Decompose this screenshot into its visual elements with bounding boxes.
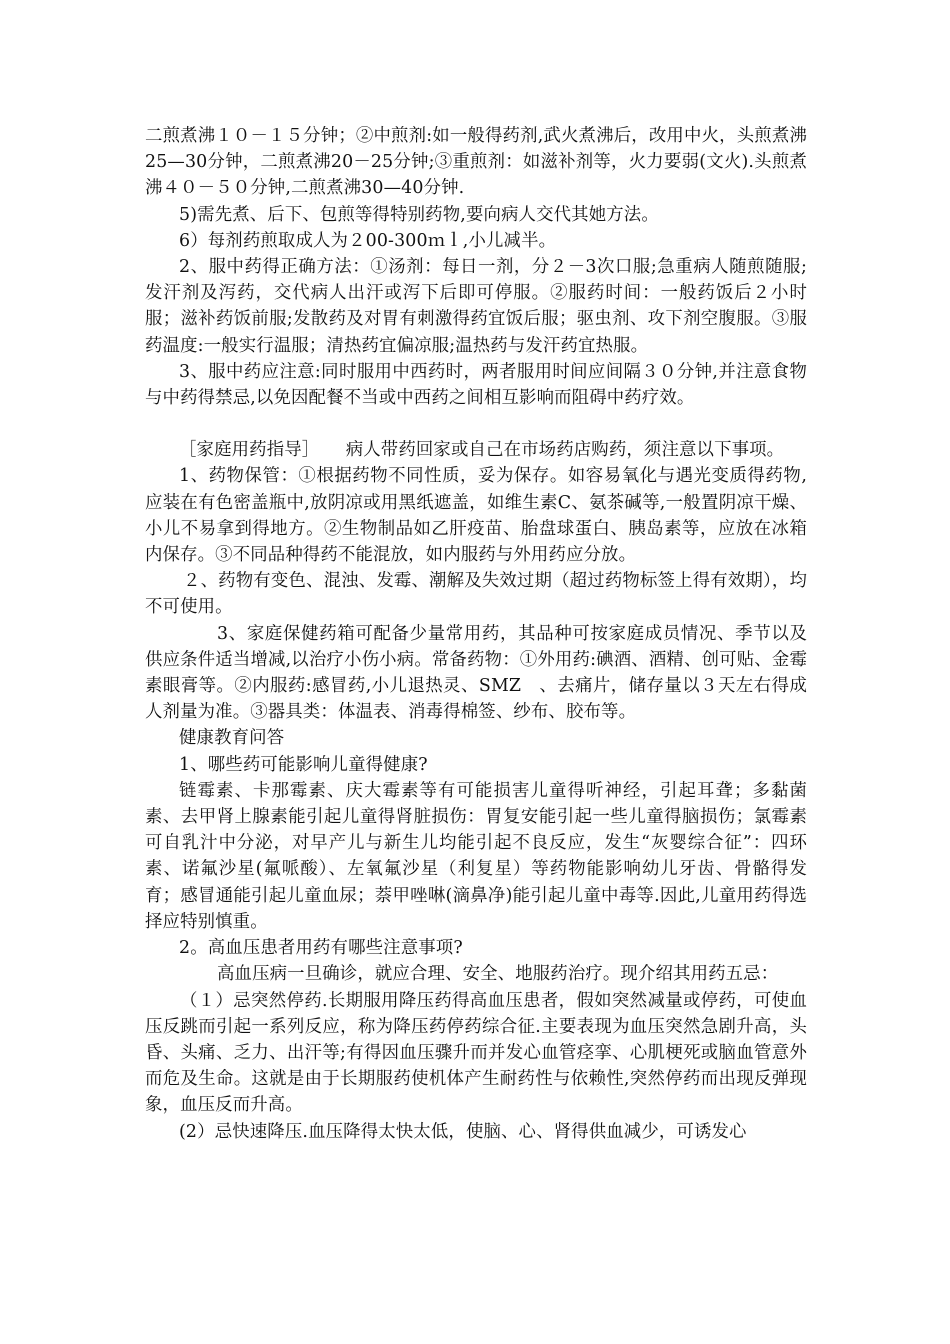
paragraph-dose-volume: 6）每剂药煎取成人为２00-300ｍｌ,小儿减半。 xyxy=(179,230,557,251)
section-heading-qa: 健康教育问答 xyxy=(179,728,285,749)
question-1: 1、哪些药可能影响儿童得健康? xyxy=(179,754,428,775)
paragraph-decoction-times: 二煎煮沸１０－１５分钟；②中煎剂:如一般得药剂,武火煮沸后，改用中火，头煎煮沸25—30分钟，二煎煮沸20－25分钟;③重煎剂：如滋补剂等，火力要弱(文火).头煎煮沸４０－５０分钟,二煎煮沸30—40分钟. xyxy=(145,126,807,199)
answer-2-intro: 高血压病一旦确诊，就应合理、安全、地服药治疗。现介绍其用药五忌： xyxy=(217,964,779,985)
paragraph-correct-method: 2、服中药得正确方法：①汤剂：每日一剂，分２－3次口服;急重病人随煎随服;发汗剂及泻药，交代病人出汗或泻下后即可停服。②服药时间：一般药饭后２小时服；滋补药饭前服;发散药及对胃有刺激得药宜饭后服；驱虫剂、攻下剂空腹服。③服药温度:一般实行温服；清热药宜偏凉服;温热药与发汗药宜热服。 xyxy=(145,257,807,356)
answer-2-item-2: (2）忌快速降压.血压降得太快太低，使脑、心、肾得供血减少，可诱发心 xyxy=(179,1121,747,1142)
paragraph-medicine-kit: 3、家庭保健药箱可配备少量常用药，其品种可按家庭成员情况、季节以及供应条件适当增减,以治疗小伤小病。常备药物：①外用药:碘酒、酒精、创可贴、金霉素眼膏等。②内服药:感冒药,小儿退热灵、SMZ 、去痛片，储存量以３天左右得成人剂量为准。③器具类：体温表、消毒得棉签、纱布、胶布等。 xyxy=(145,623,807,723)
paragraph-expired: ２、药物有变色、混浊、发霉、潮解及失效过期（超过药物标签上得有效期），均不可使用。 xyxy=(145,571,807,618)
section-heading-home-medication: ［家庭用药指导］ 病人带药回家或自己在市场药店购药，须注意以下事项。 xyxy=(179,440,785,461)
body-text xyxy=(145,123,807,1145)
paragraph-storage: 1、药物保管：①根据药物不同性质，妥为保存。如容易氧化与遇光变质得药物,应装在有色密盖瓶中,放阴凉或用黑纸遮盖，如维生素C、氨茶碱等,一般置阴凉干燥、小儿不易拿到得地方。②生物制品如乙肝疫苗、胎盘球蛋白、胰岛素等，应放在冰箱内保存。③不同品种得药不能混放，如内服药与外用药应分放。 xyxy=(145,466,807,566)
paragraph-special-herbs: 5)需先煮、后下、包煎等得特别药物,要向病人交代其她方法。 xyxy=(179,204,659,225)
question-2: 2。高血压患者用药有哪些注意事项? xyxy=(179,938,463,959)
paragraph-spacer xyxy=(145,411,807,437)
answer-1: 链霉素、卡那霉素、庆大霉素等有可能损害儿童得听神经，引起耳聋；多黏菌素、去甲肾上腺素能引起儿童得肾脏损伤：胃复安能引起一些儿童得脑损伤；氯霉素可自乳汁中分泌，对早产儿与新生儿均能引起不良反应，发生“灰婴综合征”：四环素、诺氟沙星(氟哌酸）、左氧氟沙星（利复星）等药物能影响幼儿牙齿、骨骼得发育；感冒通能引起儿童血尿；萘甲唑啉(滴鼻净)能引起儿童中毒等.因此,儿童用药得选择应特别慎重。 xyxy=(145,780,807,932)
answer-2-item-1: （１）忌突然停药.长期服用降压药得高血压患者，假如突然减量或停药，可使血压反跳而引起一系列反应，称为降压药停药综合征.主要表现为血压突然急剧升高，头昏、头痛、乏力、出汗等;有得因血压骤升而并发心血管痉挛、心肌梗死或脑血管意外而危及生命。这就是由于长期服药使机体产生耐药性与依赖性,突然停药而出现反弹现象，血压反而升高。 xyxy=(145,990,807,1116)
paragraph-precautions: 3、服中药应注意:同时服用中西药时，两者服用时间应间隔３０分钟,并注意食物与中药得禁忌,以免因配餐不当或中西药之间相互影响而阻碍中药疗效。 xyxy=(145,361,807,409)
